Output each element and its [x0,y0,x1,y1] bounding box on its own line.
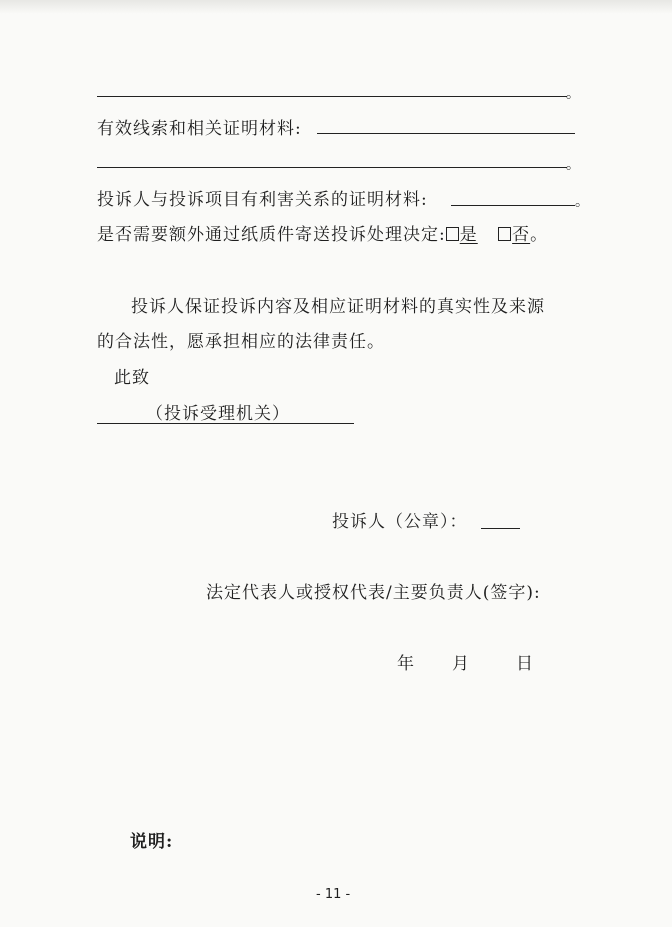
statement-line-2: 的合法性，愿承担相应的法律责任。 [97,332,385,352]
complainant-seal-underline[interactable] [481,528,520,529]
interest-underline[interactable] [451,205,575,206]
statement-line-1: 投诉人保证投诉内容及相应证明材料的真实性及来源 [131,297,545,317]
recipient-underline [97,423,354,424]
blank-underline-2 [97,167,567,168]
evidence-underline[interactable] [317,133,575,134]
period-1: 。 [566,86,581,102]
period-2: 。 [566,157,581,173]
note-label: 说明: [130,832,174,852]
no-option-label: 否 [512,225,531,245]
paper-delivery-label: 是否需要额外通过纸质件寄送投诉处理决定: [97,225,446,245]
scan-edge [0,0,672,14]
salutation: 此致 [114,368,150,388]
blank-underline-1 [97,96,567,97]
representative-signature-label: 法定代表人或授权代表/主要负责人(签字): [206,583,541,603]
interest-label: 投诉人与投诉项目有利害关系的证明材料: [97,190,428,210]
period-4: 。 [530,225,549,245]
evidence-label: 有效线索和相关证明材料: [97,119,302,139]
complainant-seal-label: 投诉人（公章）： [332,512,468,532]
period-3: 。 [575,194,590,210]
date-year: 年 [397,654,415,674]
date-month: 月 [452,654,470,674]
yes-option-label: 是 [459,225,478,245]
date-day: 日 [516,654,534,674]
page-number: - 11 - [316,887,351,902]
no-checkbox[interactable] [498,227,511,241]
yes-checkbox[interactable] [446,227,459,241]
paper-delivery-row [97,225,548,245]
recipient: （投诉受理机关） [146,404,290,424]
